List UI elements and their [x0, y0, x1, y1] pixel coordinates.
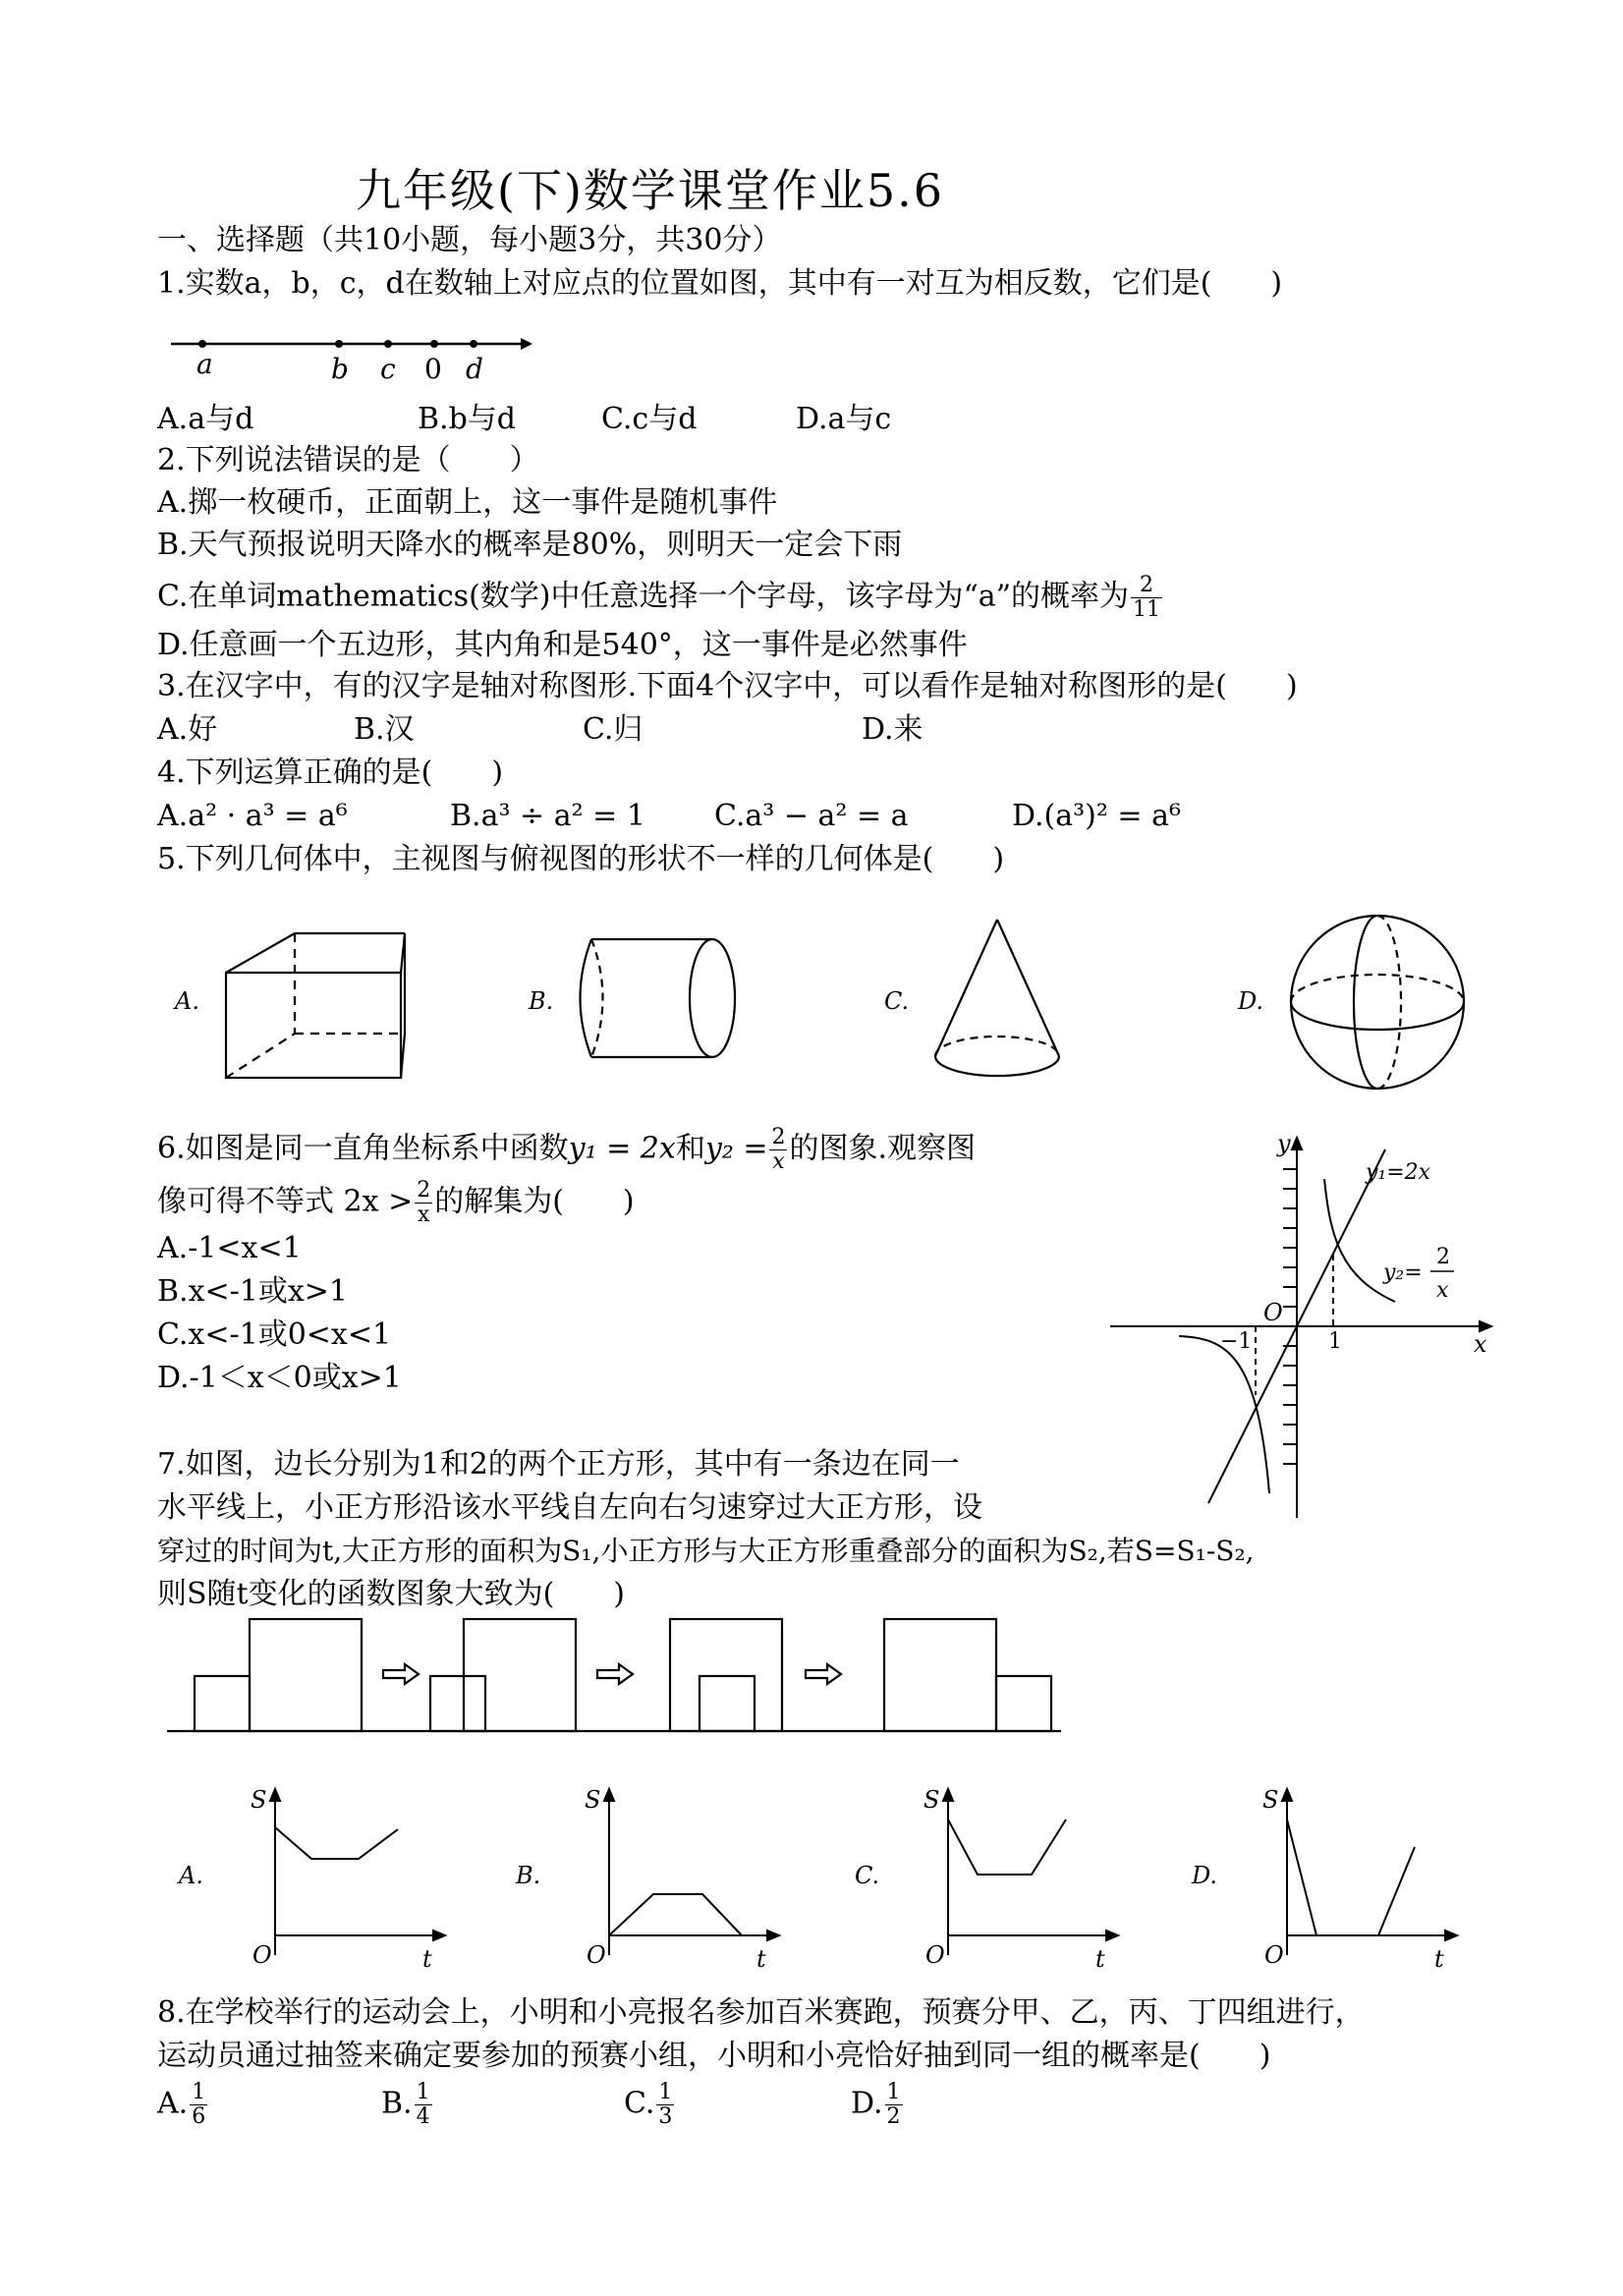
point-a: a	[196, 348, 213, 380]
q7-b-o: O	[587, 1941, 606, 1969]
q2-option-d: D.任意画一个五边形，其内角和是540°，这一事件是必然事件	[157, 628, 968, 662]
q7-squares-figure	[167, 1611, 1071, 1749]
q7-line3: 穿过的时间为t,大正方形的面积为S₁,小正方形与大正方形重叠部分的面积为S₂,若S=S₁-S₂,	[157, 1535, 1255, 1567]
q6-fraction-1: $\frac{2}{x}$	[771, 1125, 786, 1174]
graph-y-axis-label: y	[1277, 1130, 1291, 1157]
q2-option-a: A.掷一枚硬币，正面朝上，这一事件是随机事件	[157, 485, 778, 520]
q4-stem: 4.下列运算正确的是( )	[157, 756, 504, 790]
q7-c-o: O	[925, 1941, 945, 1969]
q4-option-a: A.a² · a³ = a⁶	[157, 799, 348, 833]
q8-line1: 8.在学校举行的运动会上，小明和小亮报名参加百米赛跑，预赛分甲、乙，丙、丁四组进行，	[157, 1995, 1365, 2030]
q7-d-o: O	[1264, 1941, 1284, 1969]
q2-fraction: $\frac{2}{11}$	[1133, 573, 1161, 622]
point-c: c	[380, 353, 396, 385]
q7-b-s: S	[585, 1786, 601, 1814]
q4-option-d: D.(a³)² = a⁶	[1012, 799, 1181, 833]
q6-line2: 像可得不等式 2x > $\frac{2}{x}$ 的解集为( )	[157, 1178, 635, 1227]
graph-x-axis-label: x	[1474, 1330, 1487, 1358]
q7-b-t: t	[756, 1945, 766, 1973]
point-zero: 0	[424, 353, 442, 385]
q7-line2: 水平线上，小正方形沿该水平线自左向右匀速穿过大正方形，设	[157, 1490, 982, 1525]
q7-line4: 则S随t变化的函数图象大致为( )	[157, 1577, 626, 1611]
q6-option-a: A.-1<x<1	[157, 1231, 302, 1265]
section-heading: 一、选择题（共10小题，每小题3分，共30分）	[157, 223, 782, 257]
q7-d-s: S	[1262, 1786, 1279, 1814]
q5-label-b: B.	[529, 987, 554, 1015]
graph-y2-num: 2	[1436, 1245, 1450, 1269]
q7-line1: 7.如图，边长分别为1和2的两个正方形，其中有一条边在同一	[157, 1447, 960, 1482]
q1-option-a: A.a与d	[157, 402, 254, 436]
q8-option-b: B. $\frac{1}{4}$	[381, 2080, 430, 2129]
q5-label-d: D.	[1238, 987, 1264, 1015]
graph-y1-label: y₁=2x	[1366, 1160, 1431, 1185]
q7-a-s: S	[251, 1786, 267, 1814]
graph-y2-den: x	[1436, 1278, 1449, 1303]
q1-option-c: C.c与d	[601, 402, 698, 436]
q6-option-d: D.-1＜x＜0或x>1	[157, 1361, 402, 1395]
q3-option-d: D.来	[862, 712, 923, 747]
graph-origin-label: O	[1263, 1299, 1283, 1326]
q3-option-c: C.归	[583, 712, 644, 747]
graph-tick-1: 1	[1328, 1329, 1342, 1354]
cylinder-figure	[575, 933, 742, 1071]
q8-option-a: A. $\frac{1}{6}$	[157, 2080, 206, 2129]
q6-fraction-2: $\frac{2}{x}$	[417, 1178, 431, 1227]
q5-label-a: A.	[175, 987, 199, 1015]
q7-c-t: t	[1095, 1945, 1105, 1973]
point-d: d	[466, 353, 483, 385]
q7-graph-c	[894, 1778, 1130, 1975]
q8-option-c: C. $\frac{1}{3}$	[624, 2080, 673, 2129]
graph-y2-label: y₂=	[1383, 1260, 1423, 1285]
q7-c-s: S	[923, 1786, 940, 1814]
q7-graph-label-c: C.	[855, 1862, 880, 1889]
q1-stem: 1.实数a，b，c，d在数轴上对应点的位置如图，其中有一对互为相反数，它们是( )	[157, 266, 1283, 301]
q6-option-b: B.x<-1或x>1	[157, 1274, 349, 1309]
q8-option-d: D. $\frac{1}{2}$	[851, 2080, 901, 2129]
q2-stem: 2.下列说法错误的是（ ）	[157, 443, 539, 477]
q5-stem: 5.下列几何体中，主视图与俯视图的形状不一样的几何体是( )	[157, 842, 1005, 876]
q7-graph-label-d: D.	[1192, 1862, 1218, 1889]
q3-option-b: B.汉	[354, 712, 415, 747]
q7-graph-a	[221, 1778, 457, 1975]
q3-option-a: A.好	[157, 712, 218, 747]
q4-option-c: C.a³ − a² = a	[714, 799, 909, 833]
q6-function-graph	[1110, 1130, 1503, 1523]
q1-option-d: D.a与c	[796, 402, 892, 436]
q7-d-t: t	[1434, 1945, 1444, 1973]
q6-line1: 6.如图是同一直角坐标系中函数y₁ = 2x和y₂ = $\frac{2}{x}$ 的图象.观察图	[157, 1125, 977, 1174]
q2-option-b: B.天气预报说明天降水的概率是80%，则明天一定会下雨	[157, 528, 903, 562]
q6-option-c: C.x<-1或0<x<1	[157, 1317, 392, 1352]
graph-tick-neg1: −1	[1220, 1329, 1253, 1354]
q2-option-c-text: C.在单词mathematics(数学)中任意选择一个字母，该字母为“a”的概率为	[157, 579, 1130, 614]
q4-option-b: B.a³ ÷ a² = 1	[450, 799, 645, 833]
q7-graph-b	[555, 1778, 791, 1975]
q1-option-b: B.b与d	[418, 402, 516, 436]
q8-line2: 运动员通过抽签来确定要参加的预赛小组，小明和小亮恰好抽到同一组的概率是( )	[157, 2039, 1271, 2073]
q7-graph-label-a: A.	[179, 1862, 203, 1889]
page-title: 九年级(下)数学课堂作业5.6	[356, 164, 945, 217]
q7-a-o: O	[252, 1941, 272, 1969]
q7-a-t: t	[422, 1945, 432, 1973]
cone-figure	[923, 914, 1071, 1081]
q7-graph-label-b: B.	[516, 1862, 541, 1889]
q7-graph-d	[1233, 1778, 1469, 1975]
q3-stem: 3.在汉字中，有的汉字是轴对称图形.下面4个汉字中，可以看作是轴对称图形的是( )	[157, 669, 1298, 703]
sphere-figure	[1282, 909, 1479, 1095]
q5-label-c: C.	[884, 987, 910, 1015]
point-b: b	[331, 353, 349, 385]
cube-figure	[216, 924, 413, 1081]
q2-option-c	[157, 574, 1164, 622]
number-line-figure	[167, 324, 540, 383]
